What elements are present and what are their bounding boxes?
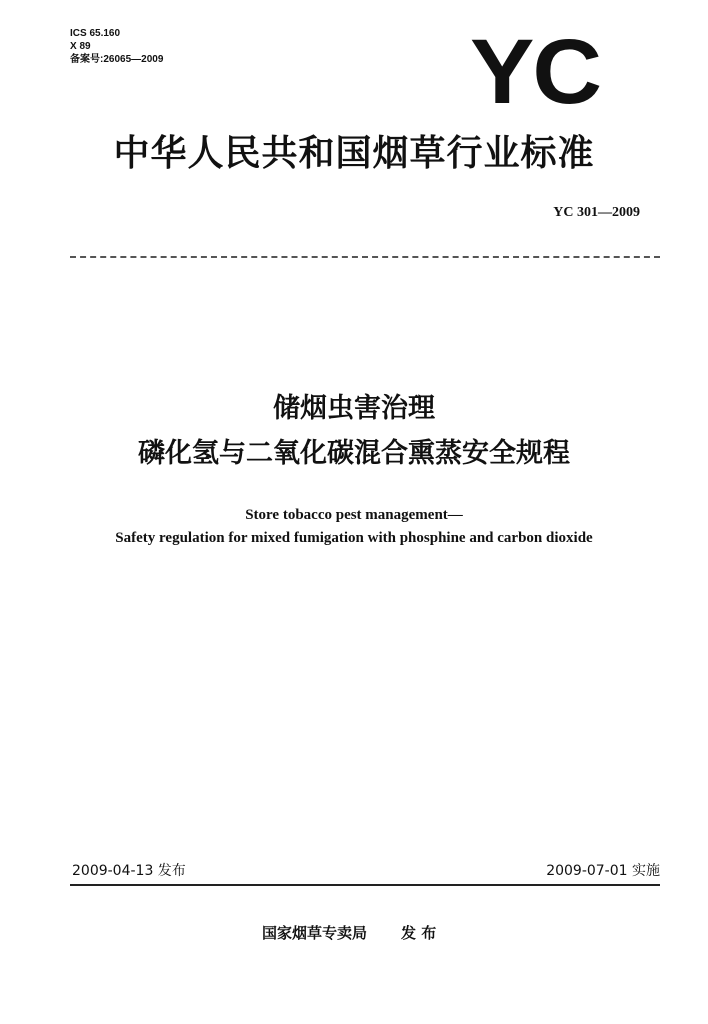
document-title-en-line2: Safety regulation for mixed fumigation with phosphine and carbon dioxide bbox=[115, 530, 593, 546]
issue-date: 2009-04-13 发布 bbox=[72, 863, 186, 879]
document-title-cn-line1: 储烟虫害治理 bbox=[273, 393, 435, 424]
document-title-en-line1: Store tobacco pest management— bbox=[245, 507, 463, 523]
footer-divider bbox=[70, 884, 660, 886]
standard-category-title: 中华人民共和国烟草行业标准 bbox=[113, 133, 595, 174]
standard-number: YC 301—2009 bbox=[553, 205, 640, 220]
ics-code: ICS 65.160 bbox=[70, 28, 121, 39]
yc-logo: YC bbox=[470, 21, 601, 123]
classification-code: X 89 bbox=[70, 41, 91, 52]
issuer-name: 国家烟草专卖局 bbox=[262, 924, 368, 942]
issuing-authority bbox=[262, 922, 436, 943]
document-title-cn-line2: 磷化氢与二氧化碳混合熏蒸安全规程 bbox=[138, 438, 570, 469]
standard-metadata bbox=[70, 27, 163, 66]
filing-number: 备案号:26065—2009 bbox=[70, 54, 164, 65]
implementation-date: 2009-07-01 实施 bbox=[546, 863, 660, 879]
issuer-action: 发 布 bbox=[401, 924, 437, 942]
header-divider bbox=[70, 256, 660, 258]
